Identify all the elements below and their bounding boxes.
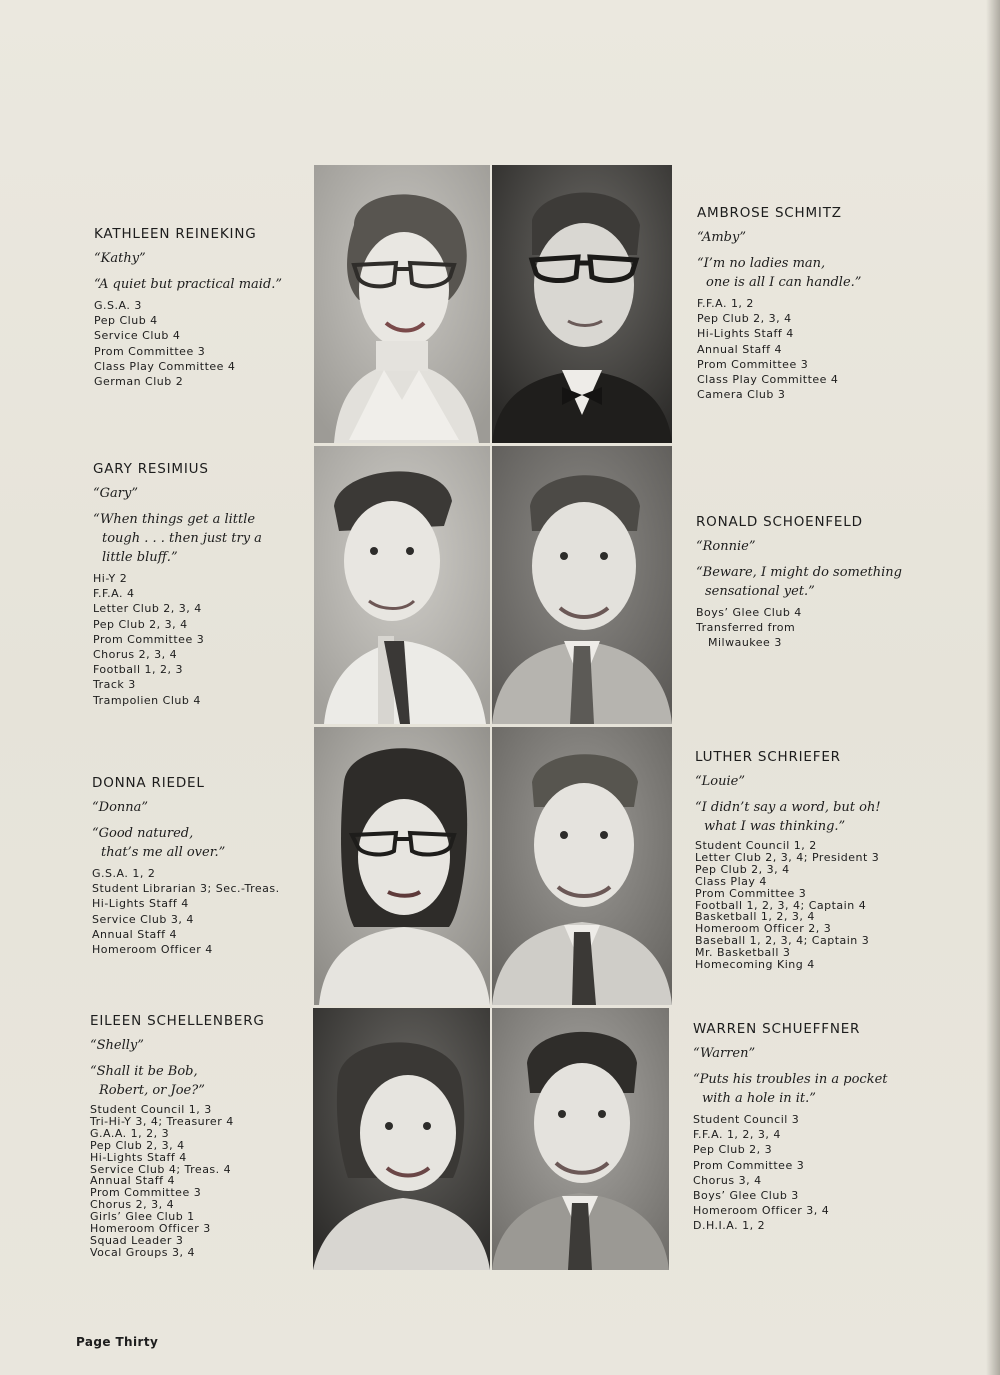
bio-donna-riedel	[92, 775, 332, 957]
activity-item: Track 3	[93, 678, 136, 692]
activities-list	[693, 1112, 933, 1234]
student-name: EILEEN SCHELLENBERG	[90, 1013, 265, 1029]
activity-item: Service Club 4; Treas. 4	[90, 1162, 232, 1176]
activity-item: Boys’ Glee Club 3	[693, 1189, 799, 1203]
portrait-photo	[314, 165, 490, 443]
student-nickname: “Amby”	[697, 230, 746, 245]
activity-item: Pep Club 4	[94, 314, 158, 328]
quote-line: “A quiet but practical maid.”	[94, 277, 283, 292]
activity-item: Tri-Hi-Y 3, 4; Treasurer 4	[90, 1114, 234, 1128]
activity-item: F.F.A. 1, 2	[697, 297, 754, 310]
activity-item: Letter Club 2, 3, 4; President 3	[695, 850, 880, 864]
activities-list	[90, 1104, 330, 1259]
student-quote	[93, 510, 333, 567]
student-nickname: “Gary”	[93, 486, 138, 501]
activities-list	[92, 866, 332, 957]
activity-item: Student Librarian 3; Sec.-Treas.	[92, 882, 280, 896]
activity-item: Service Club 3, 4	[92, 912, 194, 926]
student-quote	[90, 1062, 330, 1100]
activity-item: Mr. Basketball 3	[695, 946, 791, 960]
activity-item: Class Play Committee 4	[697, 373, 839, 387]
activity-item: Homecoming King 4	[695, 958, 815, 972]
activities-list	[94, 298, 334, 389]
activity-item: Student Council 3	[693, 1113, 800, 1126]
portrait-photo	[313, 1008, 490, 1270]
bio-eileen-schellenberg	[90, 1013, 330, 1259]
quote-line: “I didn’t say a word, but oh!	[695, 800, 881, 815]
activity-item: Hi-Y 2	[93, 572, 128, 585]
page-edge-shadow	[986, 0, 1000, 1375]
activity-item: Milwaukee 3	[708, 636, 782, 650]
activity-item: Pep Club 2, 3, 4	[695, 862, 790, 876]
activities-list	[696, 605, 936, 651]
activity-item: Annual Staff 4	[697, 342, 783, 356]
quote-line: one is all I can handle.”	[706, 275, 862, 290]
student-nickname: “Ronnie”	[696, 539, 756, 554]
activity-item: Letter Club 2, 3, 4	[93, 602, 202, 616]
bio-ronald-schoenfeld	[696, 514, 936, 651]
activity-item: Football 1, 2, 3, 4; Captain 4	[695, 898, 867, 912]
activity-item: Transferred from	[696, 621, 796, 635]
quote-line: “When things get a little	[93, 512, 256, 527]
activity-item: Hi-Lights Staff 4	[92, 897, 189, 911]
bio-gary-resimius	[93, 461, 333, 708]
portrait-photo	[314, 446, 490, 724]
activity-item: Annual Staff 4	[92, 927, 178, 941]
student-nickname: “Warren”	[693, 1046, 756, 1061]
activity-item: Homeroom Officer 3, 4	[693, 1204, 830, 1218]
activity-item: Student Council 1, 3	[90, 1103, 212, 1116]
student-quote	[696, 563, 936, 601]
student-name: LUTHER SCHRIEFER	[695, 749, 841, 765]
activity-item: G.A.A. 1, 2, 3	[90, 1126, 170, 1140]
activity-item: D.H.I.A. 1, 2	[693, 1219, 766, 1233]
activity-item: Prom Committee 3	[693, 1158, 805, 1172]
bio-ambrose-schmitz	[697, 205, 937, 402]
activity-item: Chorus 2, 3, 4	[93, 648, 178, 662]
activity-item: Camera Club 3	[697, 388, 786, 402]
activity-item: Prom Committee 3	[697, 357, 809, 371]
activity-item: Prom Committee 3	[695, 886, 807, 900]
quote-line: “Puts his troubles in a pocket	[693, 1072, 888, 1087]
student-nickname: “Donna”	[92, 800, 149, 815]
quote-line: sensational yet.”	[705, 584, 815, 599]
student-quote	[92, 824, 332, 862]
quote-line: Robert, or Joe?”	[99, 1083, 205, 1098]
quote-line: “Shall it be Bob,	[90, 1064, 198, 1079]
bio-luther-schriefer	[695, 749, 935, 971]
activities-list	[93, 571, 333, 708]
student-name: WARREN SCHUEFFNER	[693, 1021, 861, 1037]
activity-item: Baseball 1, 2, 3, 4; Captain 3	[695, 934, 870, 948]
quote-line: “I’m no ladies man,	[697, 256, 826, 271]
activity-item: Basketball 1, 2, 3, 4	[695, 910, 815, 924]
activities-list	[695, 840, 935, 971]
activity-item: G.S.A. 1, 2	[92, 867, 156, 880]
activity-item: Trampolien Club 4	[93, 693, 201, 707]
student-quote	[695, 798, 935, 836]
activity-item: Squad Leader 3	[90, 1233, 184, 1247]
activity-item: Prom Committee 3	[94, 344, 206, 358]
activity-item: Pep Club 2, 3	[693, 1143, 773, 1157]
student-quote	[94, 275, 334, 294]
page-number: Page Thirty	[76, 1335, 159, 1349]
activity-item: Football 1, 2, 3	[93, 663, 184, 677]
activity-item: Boys’ Glee Club 4	[696, 606, 802, 619]
student-nickname: “Kathy”	[94, 251, 146, 266]
portrait-photo	[314, 727, 490, 1005]
activity-item: Vocal Groups 3, 4	[90, 1245, 195, 1259]
activity-item: Chorus 3, 4	[693, 1173, 762, 1187]
student-quote	[697, 254, 937, 292]
student-name: KATHLEEN REINEKING	[94, 226, 257, 242]
activity-item: Student Council 1, 2	[695, 839, 817, 852]
activity-item: Annual Staff 4	[90, 1174, 176, 1188]
portrait-photo	[492, 727, 672, 1005]
bio-kathleen-reineking	[94, 226, 334, 389]
activity-item: Homeroom Officer 4	[92, 943, 213, 957]
activity-item: Chorus 2, 3, 4	[90, 1198, 175, 1212]
student-name: RONALD SCHOENFELD	[696, 514, 863, 530]
quote-line: tough . . . then just try a	[102, 531, 262, 546]
portrait-photo	[492, 1008, 669, 1270]
activity-item: Hi-Lights Staff 4	[90, 1150, 187, 1164]
quote-line: what I was thinking.”	[704, 819, 846, 834]
activity-item: Service Club 4	[94, 329, 181, 343]
activity-item: F.F.A. 4	[93, 587, 135, 601]
student-name: GARY RESIMIUS	[93, 461, 209, 477]
activity-item: Homeroom Officer 2, 3	[695, 922, 832, 936]
student-quote	[693, 1070, 933, 1108]
activity-item: German Club 2	[94, 375, 184, 389]
activity-item: Prom Committee 3	[93, 632, 205, 646]
student-nickname: “Louie”	[695, 774, 745, 789]
quote-line: with a hole in it.”	[702, 1091, 816, 1106]
activity-item: Pep Club 2, 3, 4	[93, 617, 188, 631]
student-name: DONNA RIEDEL	[92, 775, 205, 791]
activity-item: Homeroom Officer 3	[90, 1222, 211, 1236]
portrait-photo	[492, 165, 672, 443]
quote-line: “Good natured,	[92, 826, 194, 841]
quote-line: “Beware, I might do something	[696, 565, 902, 580]
activity-item: Hi-Lights Staff 4	[697, 327, 794, 341]
activity-item: F.F.A. 1, 2, 3, 4	[693, 1128, 781, 1142]
activity-item: Prom Committee 3	[90, 1186, 202, 1200]
bio-warren-schueffner	[693, 1021, 933, 1234]
activity-item: Pep Club 2, 3, 4	[90, 1138, 185, 1152]
activity-item: Class Play 4	[695, 874, 767, 888]
activity-item: Girls’ Glee Club 1	[90, 1210, 195, 1224]
activity-item: Class Play Committee 4	[94, 359, 236, 373]
quote-line: that’s me all over.”	[101, 845, 226, 860]
activity-item: Pep Club 2, 3, 4	[697, 312, 792, 326]
student-name: AMBROSE SCHMITZ	[697, 205, 842, 221]
quote-line: little bluff.”	[102, 550, 178, 565]
activity-item: G.S.A. 3	[94, 299, 142, 312]
activities-list	[697, 296, 937, 402]
student-nickname: “Shelly”	[90, 1038, 144, 1053]
portrait-photo	[492, 446, 672, 724]
